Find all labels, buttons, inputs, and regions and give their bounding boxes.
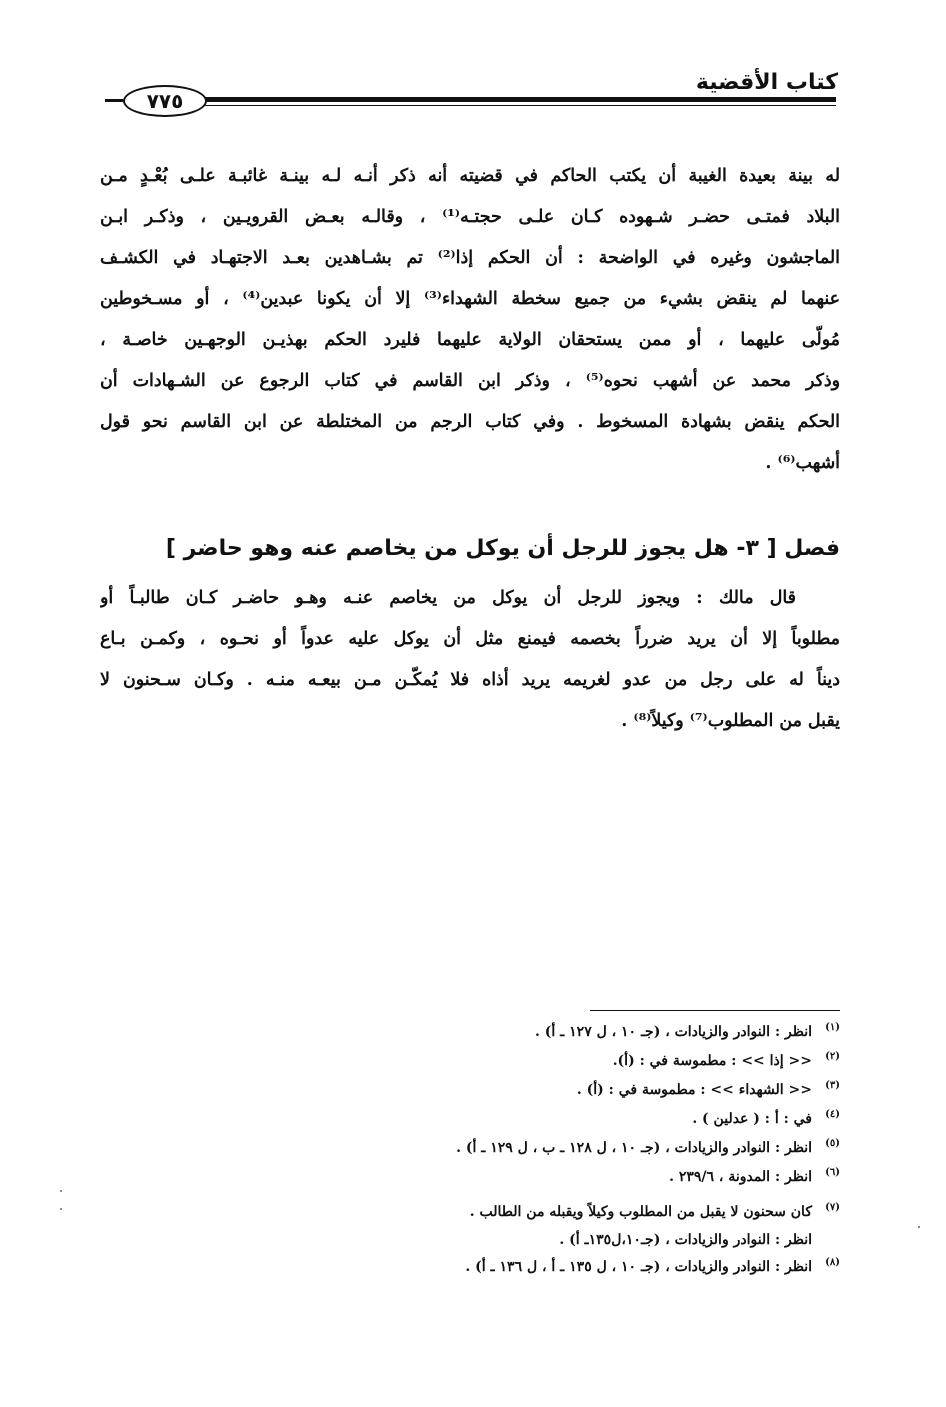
footnote-text: << الشهداء >> : مطموسة في : (أ) . [576, 1082, 812, 1098]
running-head-title: كتاب الأقضية [695, 70, 838, 95]
footnote: (٥)انظر : النوادر والزيادات ، (جـ ١٠ ، ل ١٢٨ ـ ب ، ل ١٢٩ ـ أ) . [456, 1138, 840, 1156]
paragraph-2 [100, 578, 840, 742]
footnote-text: انظر : النوادر والزيادات ، (جـ ١٠ ، ل ١٣٥ ـ أ ، ل ١٣٦ ـ أ) . [465, 1259, 812, 1275]
paragraph-1 [100, 156, 840, 484]
footnote-text: انظر : النوادر والزيادات ، (جـ١٠،ل١٣٥ـ أ) . [559, 1232, 812, 1248]
ornament-bar-left [105, 99, 123, 102]
footnote-text: انظر : المدونة ، ٢٣٩/٦ . [669, 1169, 812, 1185]
footnote: (٤)في : أ : ( عدلين ) . [692, 1109, 840, 1127]
text-line: ديناً له على رجل من عدو لغريمه يريد أذاه فلا يُمكّـن مـن بيعـه منـه . وكـان سـحنون لا [100, 670, 840, 690]
text-line: البلاد فمتـى حضـر شـهوده كـان علـى حجتـه⁽¹⁾ ، وقالـه بعـض القرويـين ، وذكـر ابـن [100, 207, 840, 227]
footnote-text: انظر : النوادر والزيادات ، (جـ ١٠ ، ل ١٢٨ ـ ب ، ل ١٢٩ ـ أ) . [456, 1140, 812, 1156]
text-line: يقبل من المطلوب⁽⁷⁾ وكيلاً⁽⁸⁾ . [621, 711, 840, 731]
footnote-text: انظر : النوادر والزيادات ، (جـ ١٠ ، ل ١٢٧ ـ أ) . [535, 1024, 812, 1040]
footnote: (١)انظر : النوادر والزيادات ، (جـ ١٠ ، ل ١٢٧ ـ أ) . [535, 1022, 840, 1040]
footnote: (٢)<< إذا >> : مطموسة في : (أ). [612, 1051, 840, 1069]
footnotes [240, 1018, 840, 1281]
ornament-bar-right [207, 99, 225, 102]
page-number-ornament [105, 85, 225, 121]
footnote: (٨)انظر : النوادر والزيادات ، (جـ ١٠ ، ل ١٣٥ ـ أ ، ل ١٣٦ ـ أ) . [465, 1257, 840, 1275]
footnote-text: << إذا >> : مطموسة في : (أ). [612, 1053, 812, 1069]
text-line: له بينة بعيدة الغيبة أن يكتب الحاكم في قضيته أنه ذكر أنـه لـه بينـة غائبـة علـى بُعْـدٍ مـن [100, 166, 840, 186]
text-line: الماجشون وغيره في الواضحة : أن الحكم إذا⁽²⁾ تم بشـاهدين بعـد الاجتهـاد في الكشـف [100, 248, 840, 268]
text-line: أشهب⁽⁶⁾ . [765, 453, 840, 473]
footnote-text: كان سحنون لا يقبل من المطلوب وكيلاً ويقبله من الطالب . [469, 1204, 812, 1220]
text-line: قال مالك : ويجوز للرجل أن يوكل من يخاصم عنـه وهـو حاضـر كـان طالبـاً أو [100, 588, 796, 608]
page-number: ٧٧٥ [123, 85, 207, 117]
footnote-separator [590, 1010, 840, 1011]
scan-speck [60, 1208, 62, 1210]
section-heading: فصل [ ٣- هل يجوز للرجل أن يوكل من يخاصم عنه وهو حاضر ] [165, 536, 840, 561]
scan-speck [60, 1190, 62, 1192]
footnote-continuation [240, 1227, 840, 1254]
footnote-text: في : أ : ( عدلين ) . [692, 1111, 812, 1127]
header-rule [205, 97, 836, 102]
text-line: مُولّى عليهما ، أو ممن يستحقان الولاية عليهما فليرد الحكم بهذيـن الوجهـين خاصـة ، [100, 330, 840, 350]
footnote: (٦)انظر : المدونة ، ٢٣٩/٦ . [669, 1167, 840, 1185]
header-rule-thin [205, 105, 836, 106]
text-line: مطلوباً إلا أن يريد ضرراً بخصمه فيمنع مثل أن يوكل عليه عدواً أو نحـوه ، وكمـن بـاع [100, 629, 840, 649]
scan-speck [918, 1226, 920, 1228]
text-line: وذكر محمد عن أشهب نحوه⁽⁵⁾ ، وذكر ابن القاسم في كتاب الرجوع عن الشـهادات أن [100, 371, 840, 391]
footnote: (٧)كان سحنون لا يقبل من المطلوب وكيلاً ويقبله من الطالب . [469, 1202, 840, 1220]
text-line: عنهما لم ينقض بشيء من جميع سخطة الشهداء⁽³⁾ إلا أن يكونا عبدين⁽⁴⁾ ، أو مسـخوطين [100, 289, 840, 309]
footnote: (٣)<< الشهداء >> : مطموسة في : (أ) . [576, 1080, 840, 1098]
text-line: الحكم ينقض بشهادة المسخوط . وفي كتاب الرجم من المختلطة عن ابن القاسم نحو قول [100, 412, 840, 432]
